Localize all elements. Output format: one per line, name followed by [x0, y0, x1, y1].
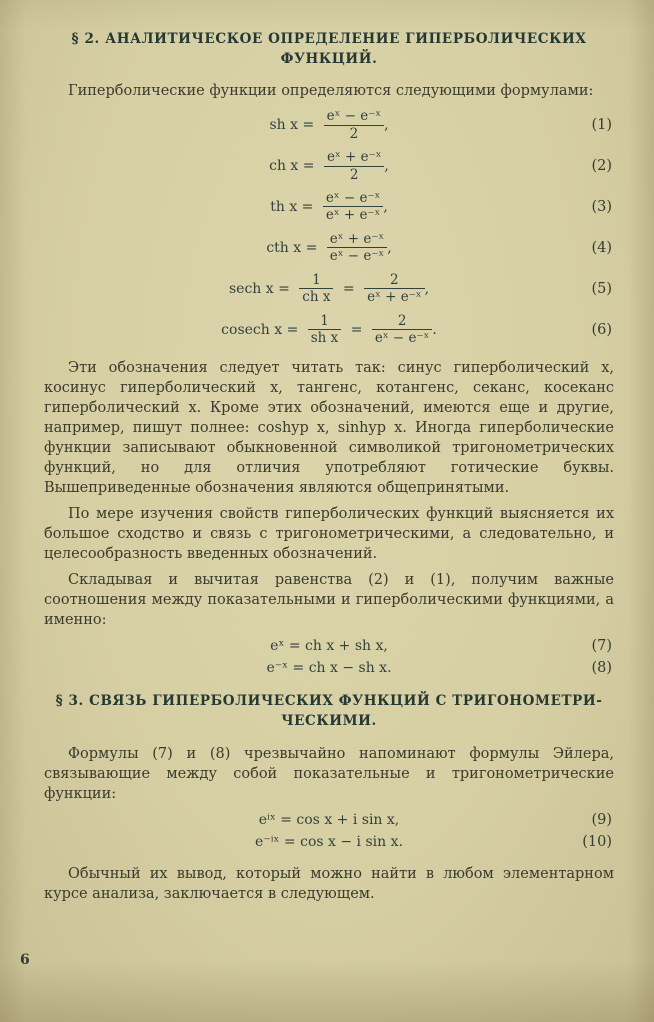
equation-3 [44, 190, 614, 224]
equation-number: (8) [591, 660, 612, 677]
equation-tail: , [384, 117, 389, 134]
equation-number: (7) [591, 637, 612, 654]
equation-5 [44, 272, 614, 306]
equation-lhs: sech x = [228, 280, 290, 297]
section-2-heading-line1: § 2. АНАЛИТИЧЕСКОЕ ОПРЕДЕЛЕНИЕ ГИПЕРБОЛИЧЕСКИХ [71, 31, 587, 47]
fraction-numerator: 1 [312, 271, 321, 288]
intro-paragraph: Гиперболические функции определяются следующими формулами: [68, 83, 594, 100]
fraction-numerator: 1 [320, 312, 329, 329]
equation-2 [44, 149, 614, 183]
equation-number: (9) [591, 811, 612, 828]
equation-number: (5) [591, 280, 612, 297]
equation-tail: , [383, 198, 388, 215]
equation-tail: , [384, 158, 389, 175]
fraction-numerator: 2 [397, 312, 407, 329]
equation-8-body: e⁻ˣ = ch x − sh x. [266, 660, 392, 677]
section-3-heading-line2: ЧЕСКИМИ. [281, 712, 377, 729]
fraction [327, 231, 387, 265]
fraction-numerator: 2 [390, 271, 399, 288]
equations-7-8 [44, 636, 614, 679]
fraction [324, 149, 384, 183]
equation-lhs: th x = [270, 198, 314, 215]
equation-5-body [229, 272, 429, 306]
fraction-numerator: eˣ − e⁻ˣ [326, 108, 382, 125]
paragraph-similarity: По мере изучения свойств гиперболических функций выясняется их большое сходство и связь с тригонометрическими, а следовательно, и целесообразность введенных обозначений. [44, 505, 614, 562]
fraction-denominator: eˣ + e⁻ˣ [364, 288, 424, 305]
section-3-heading-line1: § 3. СВЯЗЬ ГИПЕРБОЛИЧЕСКИХ ФУНКЦИЙ С ТРИГОНОМЕТРИ- [55, 693, 603, 710]
equals-sign: = [350, 321, 363, 338]
equation-7-body: eˣ = ch x + sh x, [270, 637, 388, 654]
section-2-heading [44, 30, 614, 69]
fraction-denominator: 2 [324, 166, 384, 183]
fraction-denominator: eˣ − e⁻ˣ [327, 247, 387, 264]
fraction-denominator: eˣ − e⁻ˣ [372, 329, 432, 346]
equation-3-body [270, 190, 388, 224]
page-number: 6 [20, 951, 30, 968]
equation-tail: . [432, 321, 437, 338]
equation-lhs: ch x = [269, 158, 315, 175]
equation-10-body: e⁻ⁱˣ = cos x − i sin x. [255, 833, 403, 850]
equation-number: (1) [591, 117, 612, 134]
fraction [372, 313, 432, 347]
equation-4 [44, 231, 614, 265]
equation-tail: , [387, 239, 392, 256]
equation-1-body [269, 108, 388, 142]
equation-number: (2) [591, 158, 612, 175]
fraction-denominator: 2 [324, 125, 384, 142]
equation-2-body [269, 149, 389, 183]
equation-9-body: eⁱˣ = cos x + i sin x, [258, 811, 400, 828]
equation-number: (3) [591, 198, 612, 215]
fraction-numerator: eˣ − e⁻ˣ [325, 190, 381, 206]
equations-9-10 [44, 810, 614, 853]
section-3-heading [44, 692, 614, 731]
section-2-heading-line2: ФУНКЦИЙ. [280, 50, 378, 67]
paragraph-notation: Эти обозначения следует читать так: синус гиперболический x, косинус гиперболический x, тангенс, котангенс, секанс, косеканс гиперболический x. Кроме этих обозначений, имеются еще и другие, например, пишут полнее: coshyp x, sinhyp x. Иногда гиперболические функции записывают обыкновенной символикой тригонометрических функций, но для отличия употребляют готические буквы. Вышеприведенные обозначения являются общепринятыми. [44, 359, 614, 496]
equation-6 [44, 313, 614, 347]
paragraph-euler: Формулы (7) и (8) чрезвычайно напоминают формулы Эйлера, связывающие между собой показательные и тригонометрические функции: [44, 745, 614, 802]
equation-number: (6) [591, 321, 612, 338]
fraction-denominator: sh x [308, 329, 342, 346]
equation-lhs: cosech x = [221, 321, 299, 338]
equals-sign: = [342, 280, 355, 297]
equation-1 [44, 108, 614, 142]
fraction-numerator: eˣ + e⁻ˣ [326, 149, 382, 166]
equation-7 [44, 636, 614, 656]
equation-8 [44, 658, 614, 678]
fraction [308, 313, 342, 347]
equation-6-body [221, 313, 437, 347]
fraction [299, 272, 333, 306]
equation-number: (10) [582, 833, 612, 850]
fraction-numerator: eˣ + e⁻ˣ [329, 230, 385, 247]
equation-lhs: cth x = [266, 239, 318, 256]
paragraph-derivation: Обычный их вывод, который можно найти в любом элементарном курсе анализа, заключается в следующем. [44, 866, 614, 903]
equation-tail: , [424, 280, 430, 297]
equation-9 [44, 810, 614, 830]
paragraph-add-subtract: Складывая и вычитая равенства (2) и (1), получим важные соотношения между показательными и гиперболическими функциями, а именно: [44, 571, 614, 628]
fraction [364, 272, 424, 306]
equation-number: (4) [591, 239, 612, 256]
equation-4-body [266, 231, 391, 265]
fraction-denominator: ch x [299, 288, 333, 305]
fraction [324, 108, 384, 142]
equation-lhs: sh x = [269, 117, 315, 134]
fraction [323, 190, 383, 224]
equation-10 [44, 832, 614, 852]
fraction-denominator: eˣ + e⁻ˣ [323, 206, 383, 223]
